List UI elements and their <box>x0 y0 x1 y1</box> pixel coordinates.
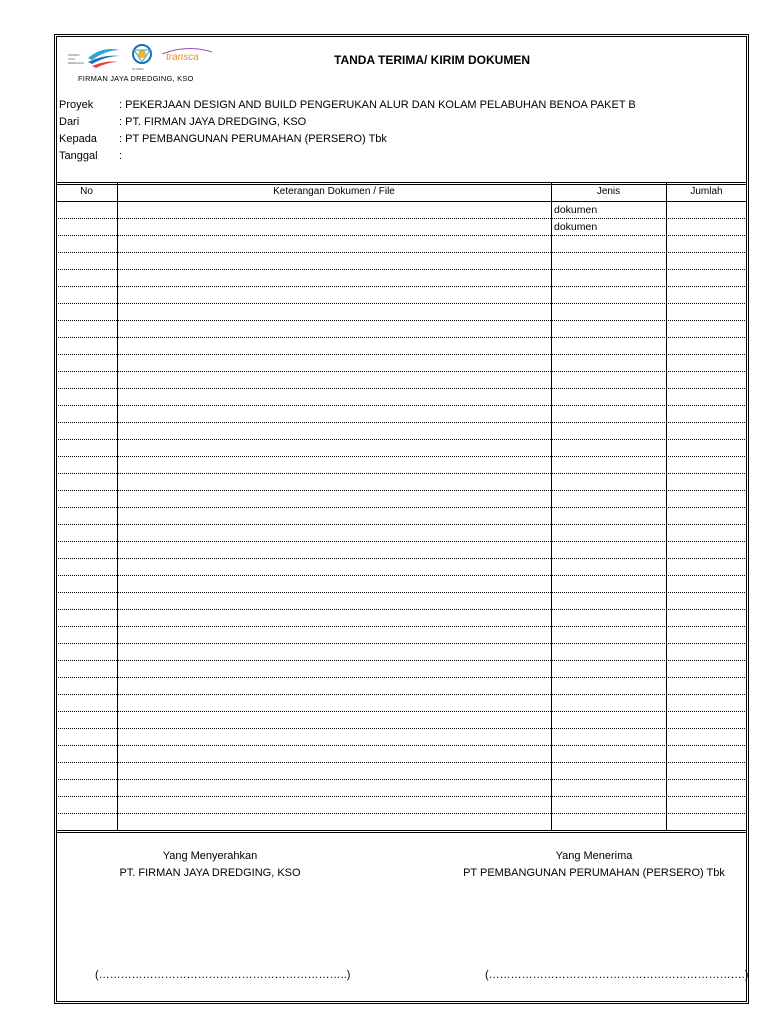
info-value-dari: : PT. FIRMAN JAYA DREDGING, KSO <box>119 116 307 128</box>
table-row <box>56 235 747 236</box>
table-top-border <box>56 182 747 185</box>
info-label-dari: Dari <box>59 116 80 128</box>
info-label-tanggal: Tanggal <box>59 150 98 162</box>
table-row <box>56 711 747 712</box>
svg-text:GLOBAL: GLOBAL <box>132 67 145 71</box>
table-row <box>56 337 747 338</box>
svg-text:DREDGING: DREDGING <box>68 61 85 65</box>
column-header-jenis: Jenis <box>596 186 621 197</box>
table-row <box>56 677 747 678</box>
table-row <box>56 439 747 440</box>
table-bottom-border <box>56 830 747 833</box>
svg-text:FIRMAN: FIRMAN <box>68 53 80 57</box>
signature-left-role: Yang Menyerahkan <box>162 850 258 862</box>
table-row <box>56 575 747 576</box>
table-row <box>56 592 747 593</box>
table-row <box>56 490 747 491</box>
table-row <box>56 422 747 423</box>
table-row <box>56 796 747 797</box>
signature-right-blank: (…………………………………………………………….) <box>485 969 749 981</box>
table-row <box>56 507 747 508</box>
table-row <box>56 286 747 287</box>
info-value-kepada: : PT PEMBANGUNAN PERUMAHAN (PERSERO) Tbk <box>119 133 387 145</box>
document-title: TANDA TERIMA/ KIRIM DOKUMEN <box>334 53 530 67</box>
table-cell-jenis: dokumen <box>554 204 598 216</box>
column-header-jumlah: Jumlah <box>690 186 723 197</box>
table-row <box>56 813 747 814</box>
logo-caption: FIRMAN JAYA DREDGING, KSO <box>78 74 194 83</box>
table-row <box>56 252 747 253</box>
table-row <box>56 762 747 763</box>
table-row <box>56 456 747 457</box>
info-label-proyek: Proyek <box>59 99 94 111</box>
table-row <box>56 218 747 219</box>
table-row <box>56 558 747 559</box>
table-cell-jenis: dokumen <box>554 221 598 233</box>
table-row <box>56 473 747 474</box>
info-label-kepada: Kepada <box>59 133 97 145</box>
table-header-border <box>56 201 747 202</box>
info-value-tanggal: : <box>119 150 123 162</box>
signature-left-company: PT. FIRMAN JAYA DREDGING, KSO <box>119 867 301 879</box>
table-row <box>56 541 747 542</box>
table-row <box>56 745 747 746</box>
signature-right-company: PT PEMBANGUNAN PERUMAHAN (PERSERO) Tbk <box>463 867 725 879</box>
table-row <box>56 694 747 695</box>
signature-left-blank: (…………………………………………………………..) <box>95 969 351 981</box>
info-value-proyek: : PEKERJAAN DESIGN AND BUILD PENGERUKAN ALUR DAN KOLAM PELABUHAN BENOA PAKET B <box>119 99 636 111</box>
logo-small-text: transca <box>166 52 199 63</box>
table-row <box>56 524 747 525</box>
table-row <box>56 405 747 406</box>
table-row <box>56 609 747 610</box>
table-row <box>56 660 747 661</box>
table-row <box>56 269 747 270</box>
signature-right-role: Yang Menerima <box>555 850 633 862</box>
table-row <box>56 371 747 372</box>
svg-text:JAYA: JAYA <box>68 57 76 61</box>
table-row <box>56 626 747 627</box>
column-header-keterangan: Keterangan Dokumen / File <box>273 186 395 197</box>
table-row <box>56 728 747 729</box>
table-row <box>56 643 747 644</box>
table-row <box>56 779 747 780</box>
column-header-no: No <box>80 186 93 197</box>
table-row <box>56 388 747 389</box>
table-row <box>56 303 747 304</box>
table-row <box>56 320 747 321</box>
table-row <box>56 354 747 355</box>
